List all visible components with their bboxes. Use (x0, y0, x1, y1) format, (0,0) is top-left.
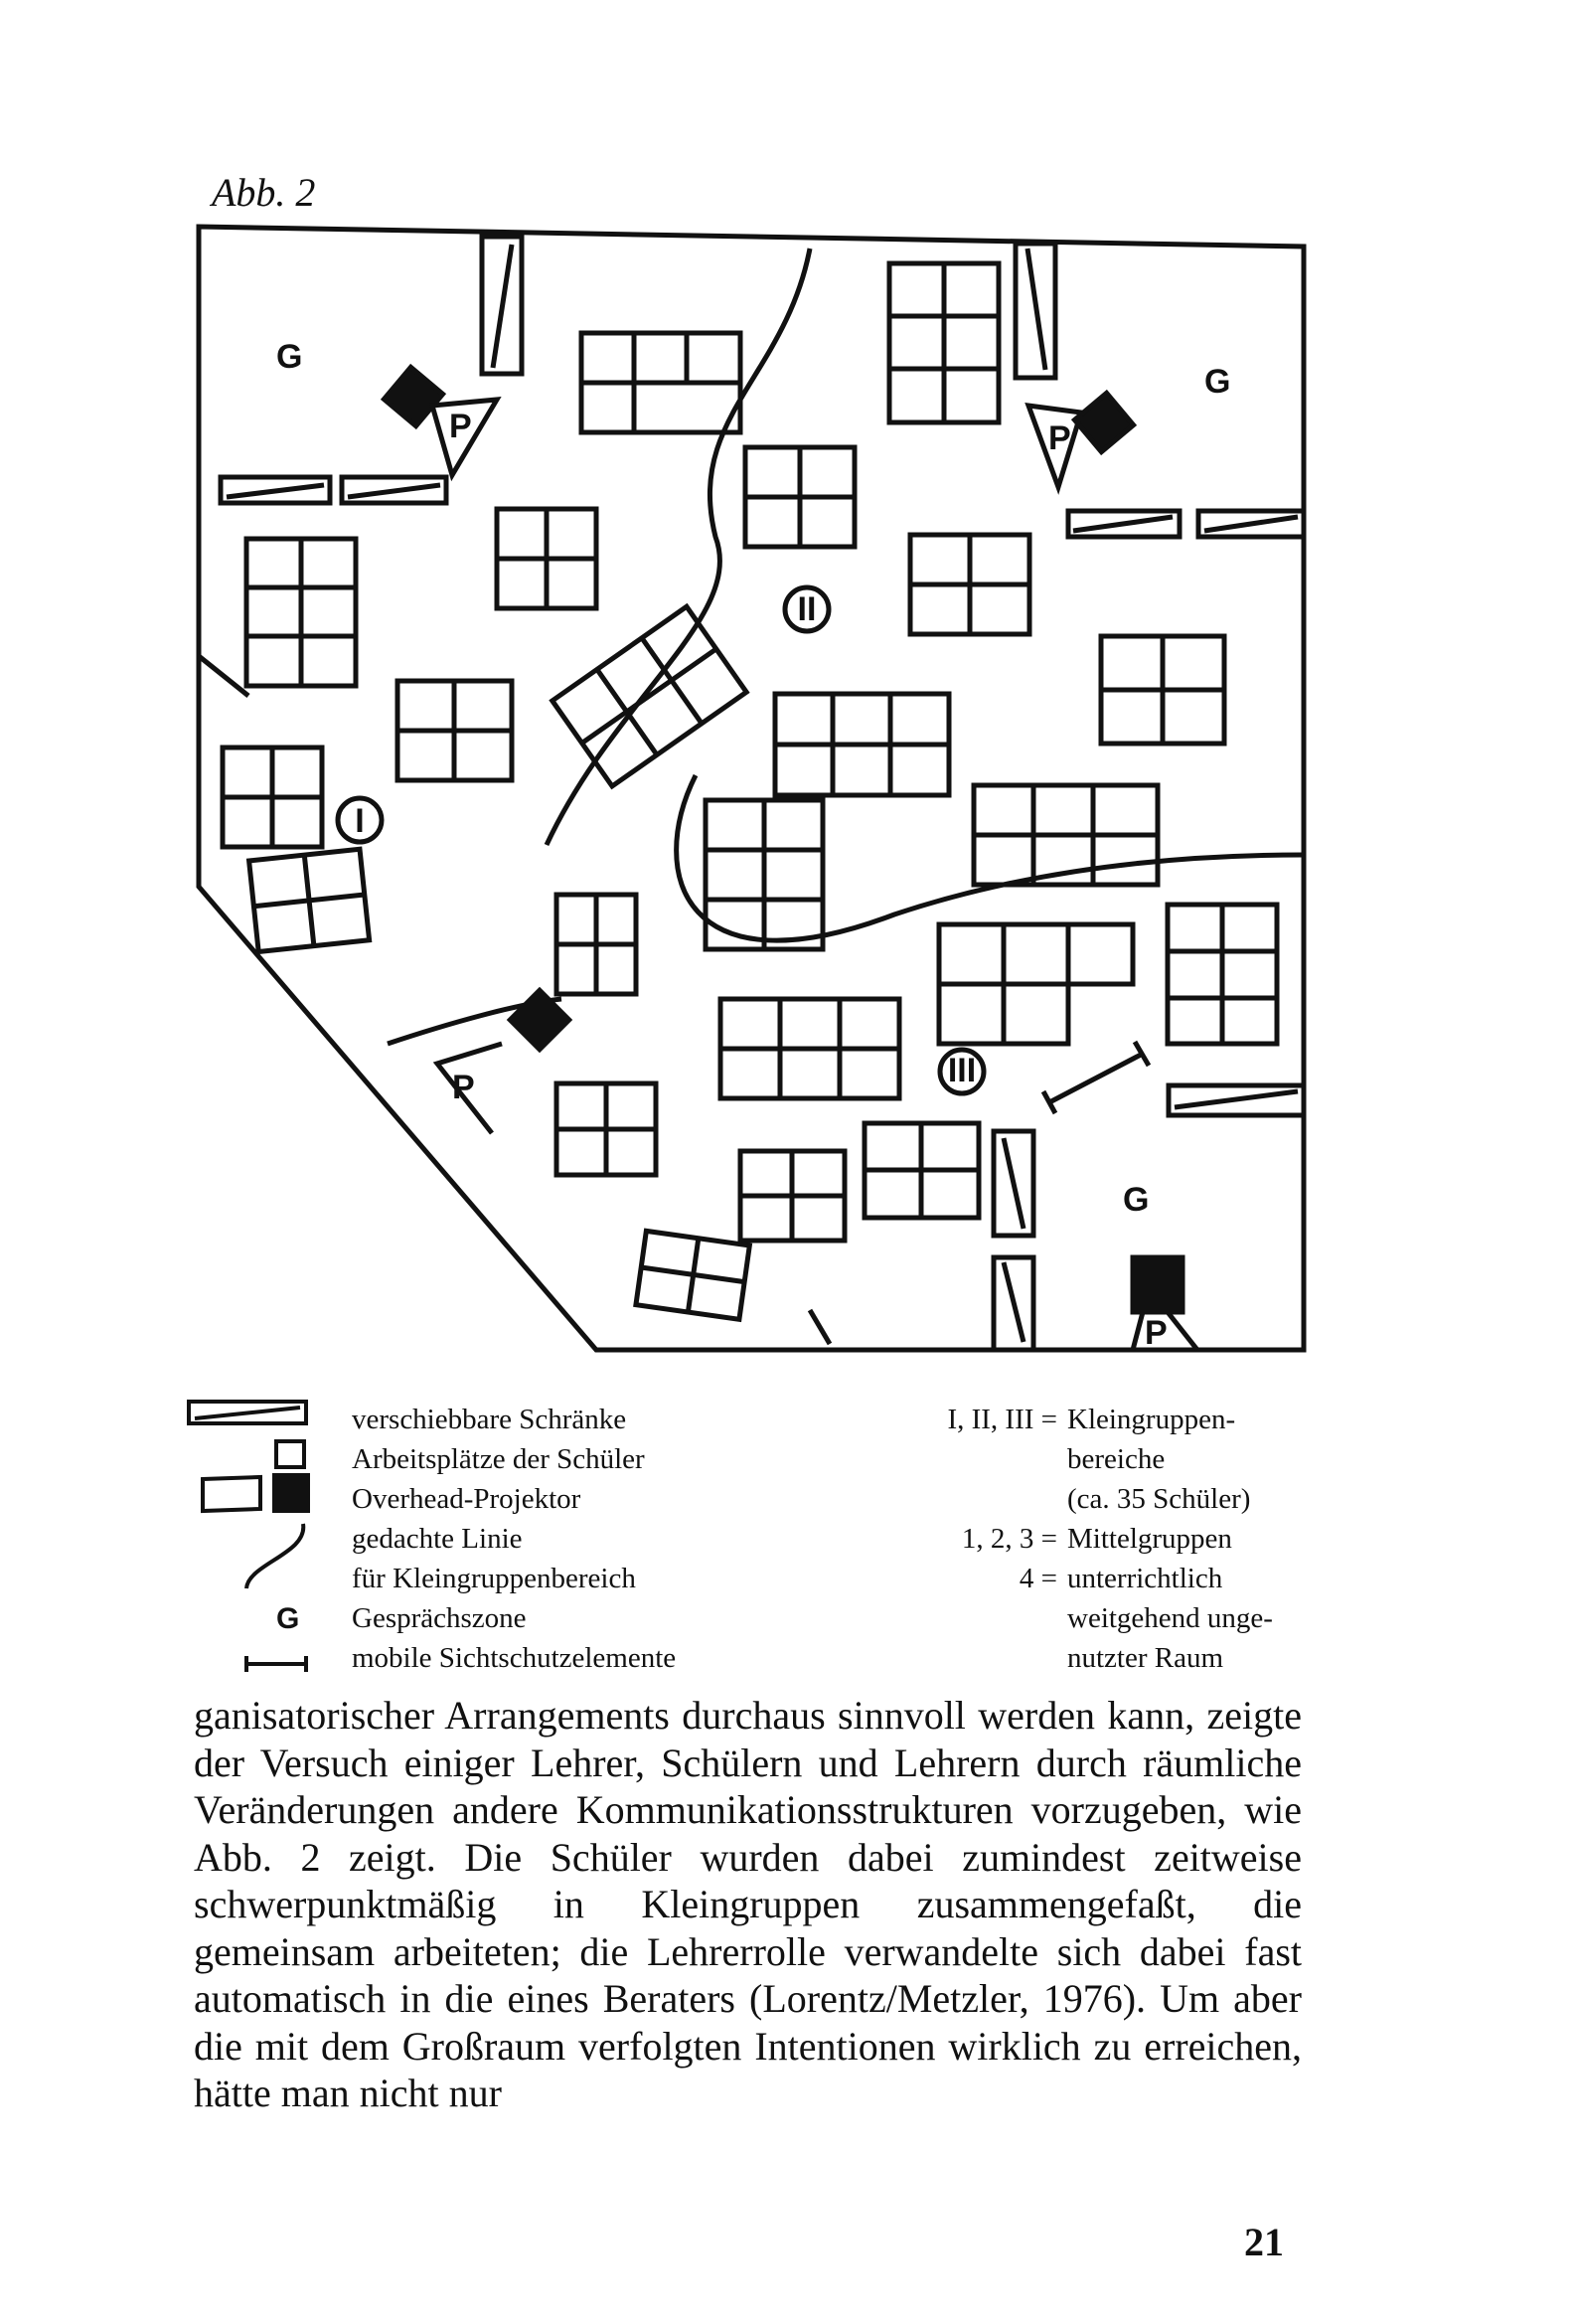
conversation-zone-icon: G (276, 1602, 300, 1635)
workstation-group (775, 694, 949, 795)
overhead-projector-icon (203, 1475, 308, 1511)
legend-item: mobile Sichtschutzelemente (352, 1642, 677, 1674)
mobile-screen (1043, 1042, 1149, 1113)
overhead-projector-icon (1133, 1257, 1197, 1352)
conversation-zone-label: G (276, 338, 303, 376)
legend-item: Arbeitsplätze der Schüler (352, 1443, 645, 1475)
workstation-group (397, 681, 512, 780)
projector-label: P (1048, 419, 1071, 457)
legend-item: Overhead-Projektor (352, 1483, 581, 1515)
workstation-group (939, 924, 1133, 1044)
legend-row (845, 1638, 1306, 1678)
legend-item: für Kleingruppenbereich (352, 1563, 636, 1594)
sliding-cabinet (1198, 511, 1304, 537)
workstation-group (223, 747, 322, 847)
conversation-zone-label: G (1123, 1181, 1150, 1219)
legend-row (845, 1479, 1306, 1519)
workstation-group (556, 1083, 656, 1175)
workstation-group (745, 447, 855, 547)
projector-label: P (452, 1069, 475, 1106)
workstation-group (974, 785, 1158, 885)
legend-key (845, 1439, 1067, 1479)
workstation-group (1168, 905, 1277, 1044)
projector-label: P (449, 408, 472, 445)
projector-label: P (1145, 1314, 1168, 1352)
legend-value: weitgehend unge- (1067, 1602, 1273, 1634)
group-area-marker (940, 1050, 984, 1093)
legend-value: Mittelgruppen (1067, 1523, 1232, 1555)
legend-value: Kleingruppen- (1067, 1404, 1236, 1435)
imagined-line-icon (246, 1524, 303, 1588)
workstation-group (889, 263, 999, 422)
overhead-projector-icon (384, 367, 497, 475)
figure-caption: Abb. 2 (212, 170, 316, 215)
sliding-cabinet (994, 1257, 1033, 1350)
workstation-group (497, 509, 596, 608)
group-area-label: I (355, 802, 365, 840)
body-paragraph: ganisatorischer Arrangements durchaus sinnvoll werden kann, zeigte der Versuch einiger Lehrer, Schülern und Lehrern durch räumliche Veränderungen andere Kommunikationsstrukturen vorzugeben, wie Abb. 2 zeigt. Die Schüler wurden dabei zumindest zeitweise schwerpunktmäßig in Kleingruppen zusammengefaßt, die gemeinsam arbeiteten; die Lehrerrolle verwandelte sich dabei fast automatisch in die eines Beraters (Lorentz/Metzler, 1976). Um aber die mit dem Großraum verfolgten Intentionen wirklich zu erreichen, hätte man nicht nur (194, 1693, 1302, 2115)
legend-row (845, 1439, 1306, 1479)
workstation-group (246, 539, 356, 686)
legend-row (845, 1400, 1306, 1439)
legend-item: verschiebbare Schränke (352, 1404, 627, 1435)
workstation-group (720, 999, 899, 1098)
workstation-group (910, 535, 1029, 634)
legend-value: bereiche (1067, 1443, 1166, 1475)
legend-key: I, II, III = (947, 1404, 1057, 1435)
group-area-label: III (947, 1052, 977, 1089)
mobile-screen-icon (246, 1656, 306, 1672)
workstation-group (636, 1231, 749, 1319)
legend-row (845, 1559, 1306, 1598)
sliding-cabinet (482, 237, 522, 374)
legend-left (352, 1400, 676, 1678)
workstation-group (865, 1123, 979, 1218)
group-area-marker (338, 798, 382, 842)
body-text (194, 1692, 1302, 2117)
sliding-cabinet (994, 1131, 1033, 1236)
workstation-group (249, 849, 370, 951)
sliding-cabinet-icon (189, 1402, 306, 1423)
legend-value: nutzter Raum (1067, 1642, 1224, 1674)
overhead-projector-icon (1028, 393, 1134, 487)
legend-item: Gesprächszone (352, 1602, 527, 1634)
workstation-group (706, 800, 823, 949)
sliding-cabinet (1068, 511, 1180, 537)
legend-key: 1, 2, 3 = (961, 1523, 1057, 1555)
page-number: 21 (1244, 2220, 1284, 2264)
sliding-cabinet (1016, 244, 1055, 378)
workstation-group (552, 606, 746, 786)
sliding-cabinet (221, 477, 330, 503)
mobile-screen (810, 1310, 830, 1344)
divider-line-4 (199, 656, 248, 696)
workstation-group (740, 1151, 845, 1241)
conversation-zone-label: G (1204, 363, 1231, 401)
legend-item: gedachte Linie (352, 1523, 523, 1555)
legend-row (845, 1598, 1306, 1638)
workstation-group (1101, 636, 1224, 744)
legend-key (845, 1598, 1067, 1638)
legend-value: (ca. 35 Schüler) (1067, 1483, 1251, 1515)
legend-key (845, 1638, 1067, 1678)
legend-key (845, 1479, 1067, 1519)
group-area-marker (785, 587, 829, 631)
sliding-cabinet (342, 477, 446, 503)
workstation-group (581, 333, 740, 432)
sliding-cabinet (1169, 1085, 1304, 1115)
legend-row (845, 1519, 1306, 1559)
legend-key: 4 = (1019, 1563, 1057, 1594)
workstation-group (556, 895, 636, 994)
workstation-icon (276, 1441, 304, 1467)
group-area-label: II (797, 590, 817, 628)
legend-icons (179, 1390, 328, 1688)
legend-right (845, 1400, 1306, 1678)
legend-value: unterrichtlich (1067, 1563, 1223, 1594)
